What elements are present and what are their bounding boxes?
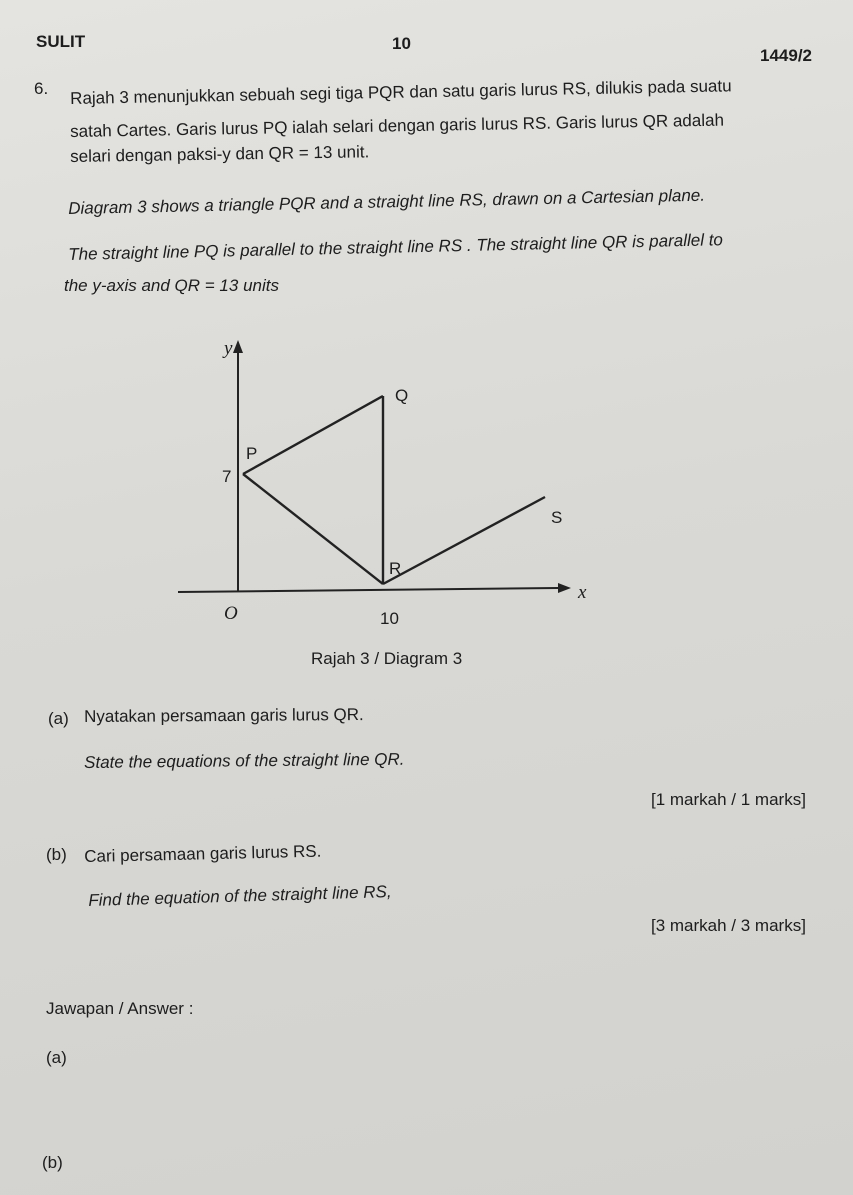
answer-a-label: (a): [46, 1048, 67, 1067]
y-axis-label: y: [224, 338, 233, 359]
paper-code: 1449/2: [760, 46, 812, 65]
answer-heading: Jawapan / Answer :: [46, 999, 194, 1018]
line-rs: [383, 497, 545, 584]
part-a-english: State the equations of the straight line QR.: [84, 749, 405, 772]
header-sulit: SULIT: [36, 32, 86, 51]
part-a-marks: [1 markah / 1 marks]: [651, 790, 806, 809]
part-b-english: Find the equation of the straight line RS,: [88, 882, 392, 910]
point-q-label: Q: [395, 386, 409, 405]
x-axis: [178, 588, 558, 592]
x-axis-arrow: [558, 583, 571, 593]
x-tick-10: 10: [380, 609, 399, 628]
english-line-1: Diagram 3 shows a triangle PQR and a straight line RS, drawn on a Cartesian plane.: [68, 185, 706, 218]
malay-line-3: selari dengan paksi-y dan QR = 13 unit.: [70, 142, 370, 166]
english-line-3: the y-axis and QR = 13 units: [64, 276, 279, 295]
line-pr: [243, 474, 383, 584]
x-axis-label: x: [578, 582, 587, 603]
part-b-malay: Cari persamaan garis lurus RS.: [84, 841, 322, 866]
malay-line-1: Rajah 3 menunjukkan sebuah segi tiga PQR dan satu garis lurus RS, dilukis pada suatu: [70, 76, 732, 108]
part-b-label: (b): [46, 845, 67, 864]
question-number: 6.: [34, 79, 49, 98]
point-s-label: S: [551, 508, 563, 527]
part-a-label: (a): [48, 709, 69, 728]
part-a-malay: Nyatakan persamaan garis lurus QR.: [84, 705, 364, 726]
part-b-marks: [3 markah / 3 marks]: [651, 916, 806, 935]
page-number: 10: [392, 34, 411, 53]
y-tick-7: 7: [222, 467, 232, 486]
origin-label: O: [224, 603, 238, 624]
malay-line-2: satah Cartes. Garis lurus PQ ialah selari dengan garis lurus RS. Garis lurus QR adalah: [70, 110, 725, 141]
diagram-caption: Rajah 3 / Diagram 3: [311, 649, 463, 668]
point-r-label: R: [389, 559, 402, 578]
answer-b-label: (b): [42, 1153, 63, 1172]
english-line-2: The straight line PQ is parallel to the straight line RS . The straight line QR is parallel to: [68, 230, 724, 264]
line-pq: [243, 396, 383, 474]
y-axis-arrow: [233, 340, 243, 353]
point-p-label: P: [246, 444, 258, 463]
